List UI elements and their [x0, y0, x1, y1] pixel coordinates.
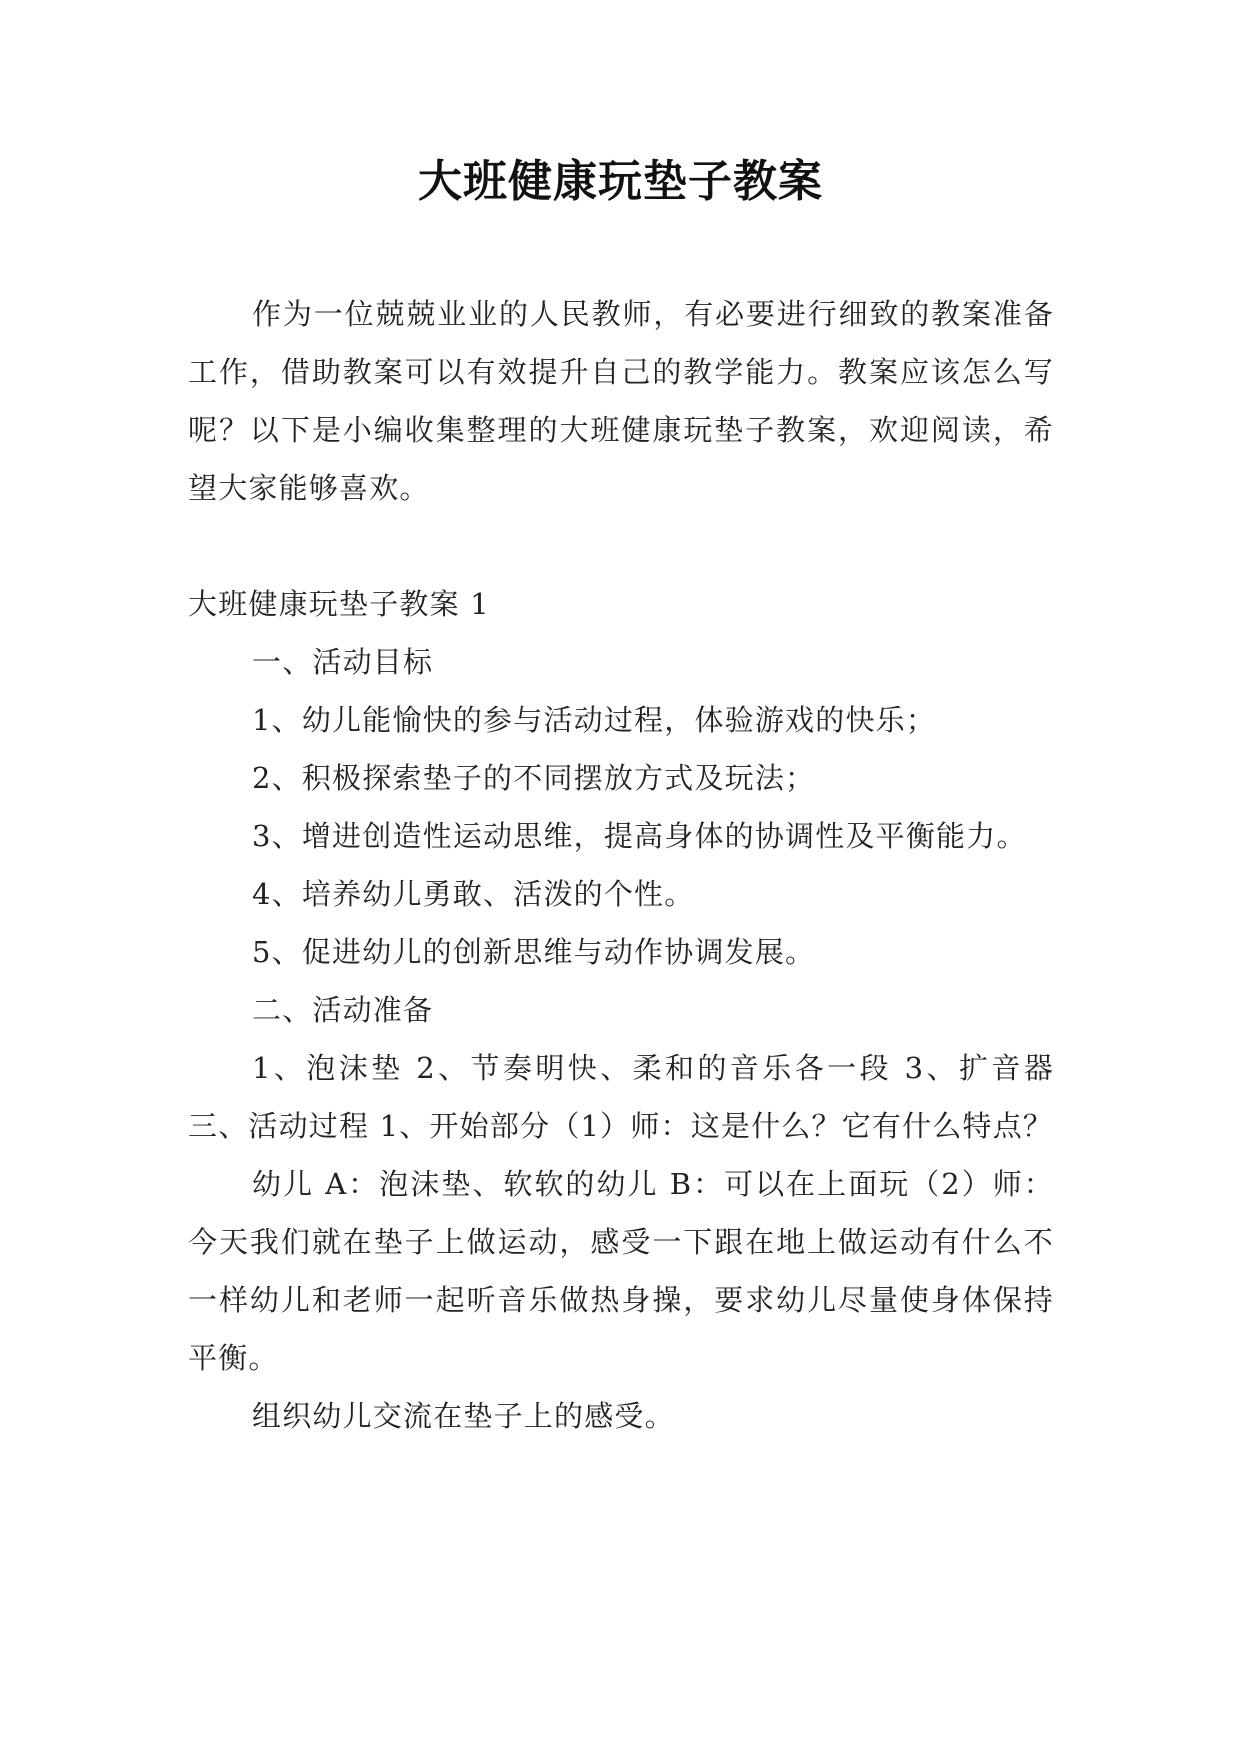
goal-item-3: 3、增进创造性运动思维，提高身体的协调性及平衡能力。: [252, 819, 1027, 853]
goal-item-4: 4、培养幼儿勇敢、活泼的个性。: [252, 877, 695, 911]
preparation-and-process-paragraph: 1、泡沫垫 2、节奏明快、柔和的音乐各一段 3、扩音器 三、活动过程 1、开始部分（1）师：这是什么？它有什么特点？: [188, 1051, 1054, 1143]
intro-paragraph: 作为一位兢兢业业的人民教师，有必要进行细致的教案准备工作，借助教案可以有效提升自己的教学能力。教案应该怎么写呢？以下是小编收集整理的大班健康玩垫子教案，欢迎阅读，希望大家能够喜欢。: [188, 297, 1054, 505]
activity-goals-heading: 一、活动目标: [252, 645, 434, 679]
goal-item-1: 1、幼儿能愉快的参与活动过程，体验游戏的快乐；: [252, 703, 937, 737]
activity-preparation-heading: 二、活动准备: [252, 993, 434, 1027]
paragraph-spacer: [188, 517, 1054, 575]
document-body: [188, 285, 1054, 1445]
goal-item-2: 2、积极探索垫子的不同摆放方式及玩法；: [252, 761, 816, 795]
section-heading: 大班健康玩垫子教案 1: [188, 587, 490, 621]
closing-paragraph: 组织幼儿交流在垫子上的感受。: [252, 1399, 675, 1433]
goal-item-5: 5、促进幼儿的创新思维与动作协调发展。: [252, 935, 816, 969]
dialogue-paragraph: 幼儿 A：泡沫垫、软软的幼儿 B：可以在上面玩（2）师：今天我们就在垫子上做运动，感受一下跟在地上做运动有什么不一样幼儿和老师一起听音乐做热身操，要求幼儿尽量使身体保持平衡。: [188, 1167, 1054, 1375]
document-title: 大班健康玩垫子教案: [418, 156, 823, 207]
